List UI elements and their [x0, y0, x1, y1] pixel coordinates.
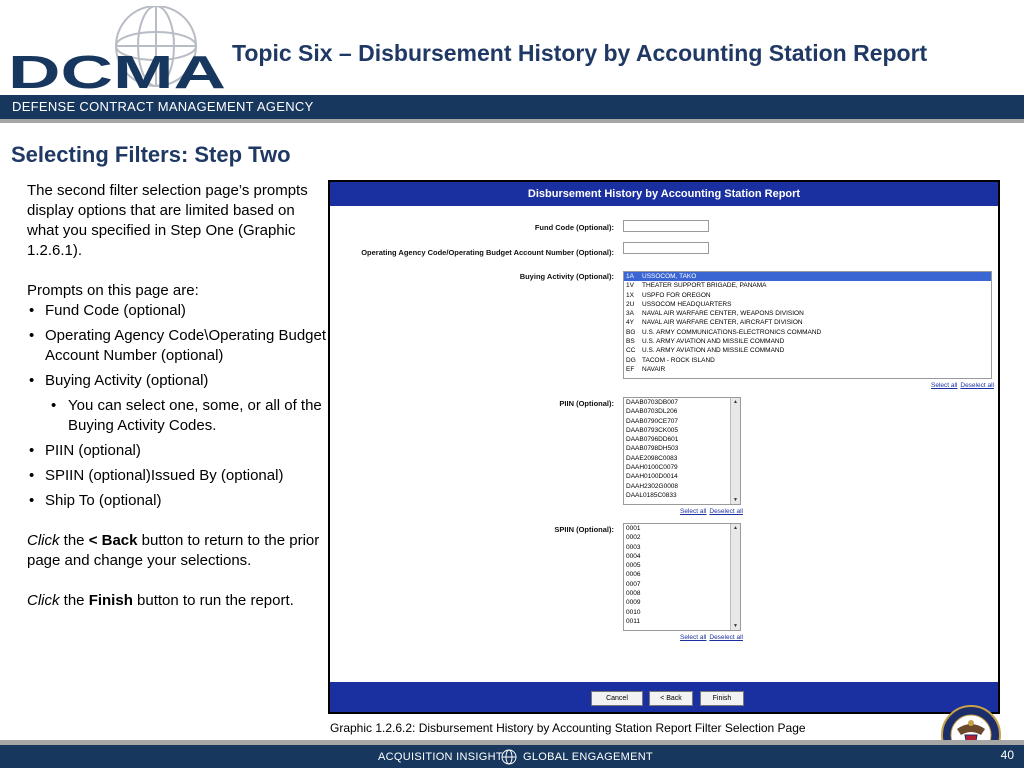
- buying-activity-name: U.S. ARMY AVIATION AND MISSILE COMMAND: [642, 347, 785, 355]
- buying-activity-option[interactable]: [624, 356, 991, 365]
- buying-activity-code: DG: [626, 356, 636, 364]
- spiin-label: SPIIN (Optional):: [554, 525, 614, 534]
- bullet-item: • Ship To (optional): [27, 491, 327, 511]
- instructions-text: [27, 181, 327, 611]
- piin-rows: [624, 398, 740, 500]
- intro-paragraph: The second filter selection page’s prompts display options that are limited based on what you specified in Step One (Graphic 1.2.6.1).: [27, 182, 308, 259]
- piin-option[interactable]: DAAB0796DD601: [626, 436, 679, 444]
- prompts-heading: Prompts on this page are:: [27, 282, 199, 299]
- buying-activity-code: BS: [626, 338, 635, 346]
- scroll-up-icon[interactable]: ▲: [733, 399, 738, 405]
- piin-option[interactable]: DAAB0793CK005: [626, 426, 679, 434]
- sub-bullet-item: • You can select one, some, or all of the Buying Activity Codes.: [27, 396, 327, 436]
- bullet-item: • PIIN (optional): [27, 441, 327, 461]
- buying-activity-option[interactable]: [624, 300, 991, 309]
- buying-activity-name: U.S. ARMY COMMUNICATIONS-ELECTRONICS COMMAND: [642, 328, 822, 336]
- scroll-down-icon[interactable]: ▼: [733, 497, 738, 503]
- scroll-down-icon[interactable]: ▼: [733, 623, 738, 629]
- report-footer-bar: [330, 682, 998, 712]
- buying-activity-links: [931, 382, 994, 389]
- buying-activity-option[interactable]: [624, 337, 991, 346]
- piin-option[interactable]: DAAH0100D0014: [626, 473, 678, 481]
- piin-option[interactable]: DAAH2302G0008: [626, 482, 679, 490]
- spiin-scrollbar[interactable]: [730, 524, 740, 630]
- spiin-option[interactable]: 0011: [626, 617, 640, 625]
- slide-title: Topic Six – Disbursement History by Accounting Station Report: [232, 40, 928, 66]
- buying-activity-code: BG: [626, 328, 636, 336]
- piin-listbox[interactable]: [623, 397, 741, 505]
- spiin-listbox[interactable]: [623, 523, 741, 631]
- page-number: 40: [1000, 748, 1014, 762]
- buying-activity-name: USSOCOM, TAKO: [642, 273, 697, 280]
- report-header-bar: [330, 182, 998, 206]
- buying-activity-option[interactable]: [624, 365, 991, 374]
- piin-option[interactable]: DAAB0798DH503: [626, 445, 679, 453]
- spiin-option[interactable]: 0010: [626, 608, 641, 616]
- buying-activity-code: CC: [626, 347, 636, 355]
- buying-activity-code: EF: [626, 365, 635, 373]
- buying-activity-code: 2U: [626, 300, 635, 308]
- buying-activity-name: NAVAL AIR WARFARE CENTER, WEAPONS DIVISION: [642, 310, 804, 318]
- back-rest-text: button to return to the prior page and change your selections.: [27, 532, 320, 569]
- oac-input[interactable]: [623, 242, 709, 254]
- buying-activity-code: 3A: [626, 310, 634, 318]
- report-filter-screenshot: [328, 180, 1000, 714]
- buying-activity-option[interactable]: [624, 309, 991, 318]
- buying-activity-option[interactable]: [624, 291, 991, 300]
- buying-activity-name: NAVAL AIR WARFARE CENTER, AIRCRAFT DIVISION: [642, 319, 803, 327]
- footer-right-text: GLOBAL ENGAGEMENT: [523, 751, 653, 763]
- piin-scrollbar[interactable]: [730, 398, 740, 504]
- buying-activity-name: USSOCOM HEADQUARTERS: [642, 300, 732, 308]
- spiin-option[interactable]: 0005: [626, 562, 641, 570]
- buying-activity-name: USPFO FOR OREGON: [642, 291, 711, 299]
- globe-icon: [501, 749, 517, 765]
- back-button[interactable]: < Back: [649, 691, 693, 706]
- back-button-name: < Back: [88, 532, 138, 549]
- buying-activity-code: 1V: [626, 282, 634, 290]
- piin-label: PIIN (Optional):: [559, 399, 614, 408]
- deselect-all-link[interactable]: Deselect all: [709, 508, 743, 515]
- spiin-option[interactable]: 0002: [626, 534, 641, 542]
- back-the-word: the: [59, 532, 89, 549]
- buying-activity-name: THEATER SUPPORT BRIGADE, PANAMA: [642, 282, 767, 290]
- report-title: Disbursement History by Accounting Station Report: [527, 188, 801, 200]
- spiin-option[interactable]: 0007: [626, 580, 641, 588]
- bullet-item: • Buying Activity (optional): [27, 371, 327, 391]
- finish-button-name: Finish: [88, 592, 133, 609]
- agency-strip: [0, 119, 1024, 123]
- fund-code-input[interactable]: [623, 220, 709, 232]
- spiin-option[interactable]: 0003: [626, 543, 641, 551]
- piin-option[interactable]: DAAH0100C0079: [626, 464, 678, 472]
- agency-name: DEFENSE CONTRACT MANAGEMENT AGENCY: [12, 99, 314, 114]
- select-all-link[interactable]: Select all: [680, 508, 707, 515]
- buying-activity-code: 4Y: [626, 319, 634, 327]
- svg-text:DCMA: DCMA: [8, 46, 226, 94]
- piin-option[interactable]: DAAB0703DB007: [626, 399, 679, 406]
- buying-activity-option[interactable]: [624, 272, 991, 281]
- spiin-option[interactable]: 0006: [626, 571, 641, 579]
- buying-activity-listbox[interactable]: [623, 271, 992, 379]
- scroll-up-icon[interactable]: ▲: [733, 525, 738, 531]
- buying-activity-name: NAVAIR: [642, 365, 666, 373]
- select-all-link[interactable]: Select all: [680, 634, 707, 641]
- dcma-logo: [8, 6, 230, 94]
- bullet-item: • Operating Agency Code\Operating Budget Account Number (optional): [27, 326, 327, 366]
- cancel-button[interactable]: Cancel: [591, 691, 643, 706]
- buying-activity-code: 1X: [626, 291, 634, 299]
- buying-activity-name: TACOM - ROCK ISLAND: [642, 356, 715, 364]
- buying-activity-label: Buying Activity (Optional):: [519, 272, 614, 281]
- spiin-option[interactable]: 0008: [626, 590, 641, 598]
- prompts-list: [27, 301, 327, 511]
- piin-option[interactable]: DAAB0790CE707: [626, 417, 679, 425]
- buying-activity-option[interactable]: [624, 318, 991, 327]
- finish-the-word: the: [59, 592, 89, 609]
- spiin-links: [680, 634, 743, 641]
- piin-option[interactable]: DAAL0185C0833: [626, 491, 677, 499]
- spiin-option[interactable]: 0004: [626, 552, 641, 560]
- spiin-option[interactable]: 0001: [626, 525, 641, 532]
- deselect-all-link[interactable]: Deselect all: [960, 382, 994, 389]
- select-all-link[interactable]: Select all: [931, 382, 958, 389]
- footer-bar: [0, 745, 1024, 768]
- piin-option[interactable]: DAAB0703DL206: [626, 408, 678, 416]
- piin-option[interactable]: DAAE2098C0083: [626, 454, 678, 462]
- fund-code-label: Fund Code (Optional):: [534, 223, 614, 232]
- buying-activity-option[interactable]: [624, 328, 991, 337]
- bullet-item: • SPIIN (optional)Issued By (optional): [27, 466, 327, 486]
- bullet-item: • Fund Code (optional): [27, 301, 327, 321]
- spiin-rows: [624, 524, 740, 626]
- back-instruction: [27, 531, 327, 571]
- piin-links: [680, 508, 743, 515]
- buying-activity-name: U.S. ARMY AVIATION AND MISSILE COMMAND: [642, 338, 785, 346]
- finish-instruction: [27, 591, 327, 611]
- oac-label: Operating Agency Code/Operating Budget Account Number (Optional):: [361, 248, 614, 257]
- section-title: Selecting Filters: Step Two: [11, 142, 291, 167]
- buying-activity-option[interactable]: [624, 281, 991, 290]
- spiin-option[interactable]: 0009: [626, 599, 641, 607]
- deselect-all-link[interactable]: Deselect all: [709, 634, 743, 641]
- finish-rest-text: button to run the report.: [132, 592, 294, 609]
- finish-click-word: Click: [27, 592, 60, 609]
- footer-left-text: ACQUISITION INSIGHT: [378, 751, 503, 763]
- buying-activity-option[interactable]: [624, 346, 991, 355]
- buying-activity-code: 1A: [626, 273, 634, 280]
- back-click-word: Click: [27, 532, 60, 549]
- figure-caption: Graphic 1.2.6.2: Disbursement History by Accounting Station Report Filter Selection Page: [330, 721, 806, 735]
- finish-button[interactable]: Finish: [700, 691, 744, 706]
- agency-bar: [0, 95, 1024, 119]
